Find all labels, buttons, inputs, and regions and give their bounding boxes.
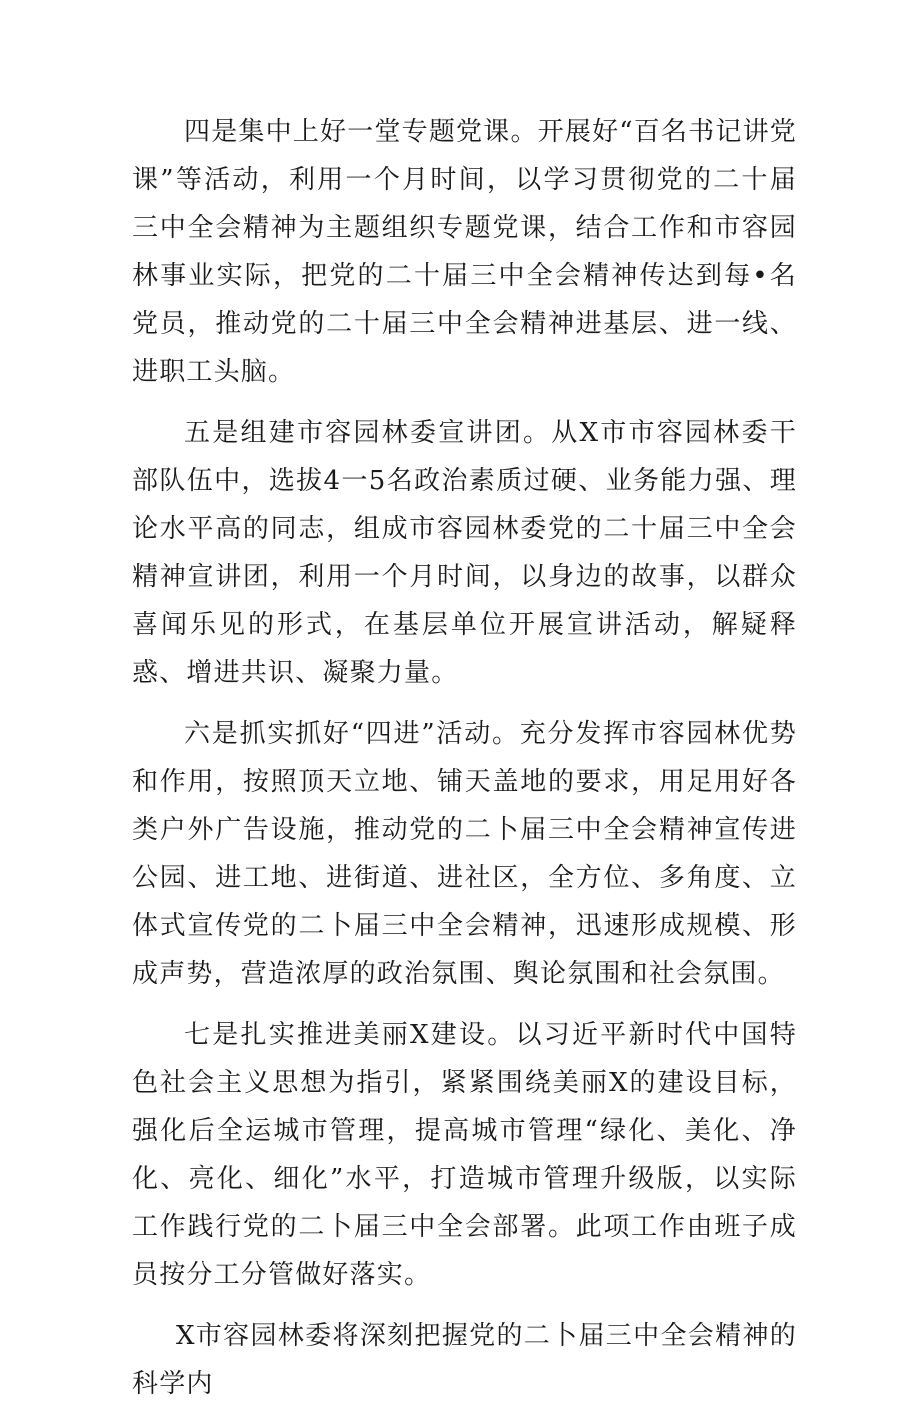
- paragraph-item-5: 五是组建市容园林委宣讲团。从X市市容园林委干部队伍中，选拔4一5名政治素质过硬、业务能力强、理论水平高的同志，组成市容园林委党的二十届三中全会精神宣讲团，利用一个月时间，以身边的故事，以群众喜闻乐见的形式，在基层单位开展宣讲活动，解疑释惑、增进共识、凝聚力量。: [132, 418, 797, 688]
- paragraph-item-6: 六是抓实抓好“四进”活动。充分发挥市容园林优势和作用，按照顶天立地、铺天盖地的要求，用足用好各类户外广告设施，推动党的二卜届三中全会精神宣传进公园、进工地、进街道、进社区，全方位、多角度、立体式宣传党的二卜届三中全会精神，迅速形成规模、形成声势，营造浓厚的政治氛围、舆论氛围和社会氛围。: [132, 719, 797, 989]
- paragraph-item-7: 七是扎实推进美丽X建设。以习近平新时代中国特色社会主义思想为指引，紧紧围绕美丽X的建设目标，强化后全运城市管理，提高城市管理“绿化、美化、净化、亮化、细化”水平，打造城市管理升级版，以实际工作践行党的二卜届三中全会部署。此项工作由班子成员按分工分管做好落实。: [132, 1020, 797, 1290]
- paragraph-item-4: 四是集中上好一堂专题党课。开展好“百名书记讲党课”等活动，利用一个月时间，以学习贯彻党的二十届三中全会精神为主题组织专题党课，结合工作和市容园林事业实际，把党的二十届三中全会精神传达到每•名党员，推动党的二十届三中全会精神进基层、进一线、进职工头脑。: [132, 117, 797, 387]
- paragraph-closing: X市容园林委将深刻把握党的二卜届三中全会精神的科学内: [132, 1321, 797, 1399]
- document-body: [132, 108, 797, 1421]
